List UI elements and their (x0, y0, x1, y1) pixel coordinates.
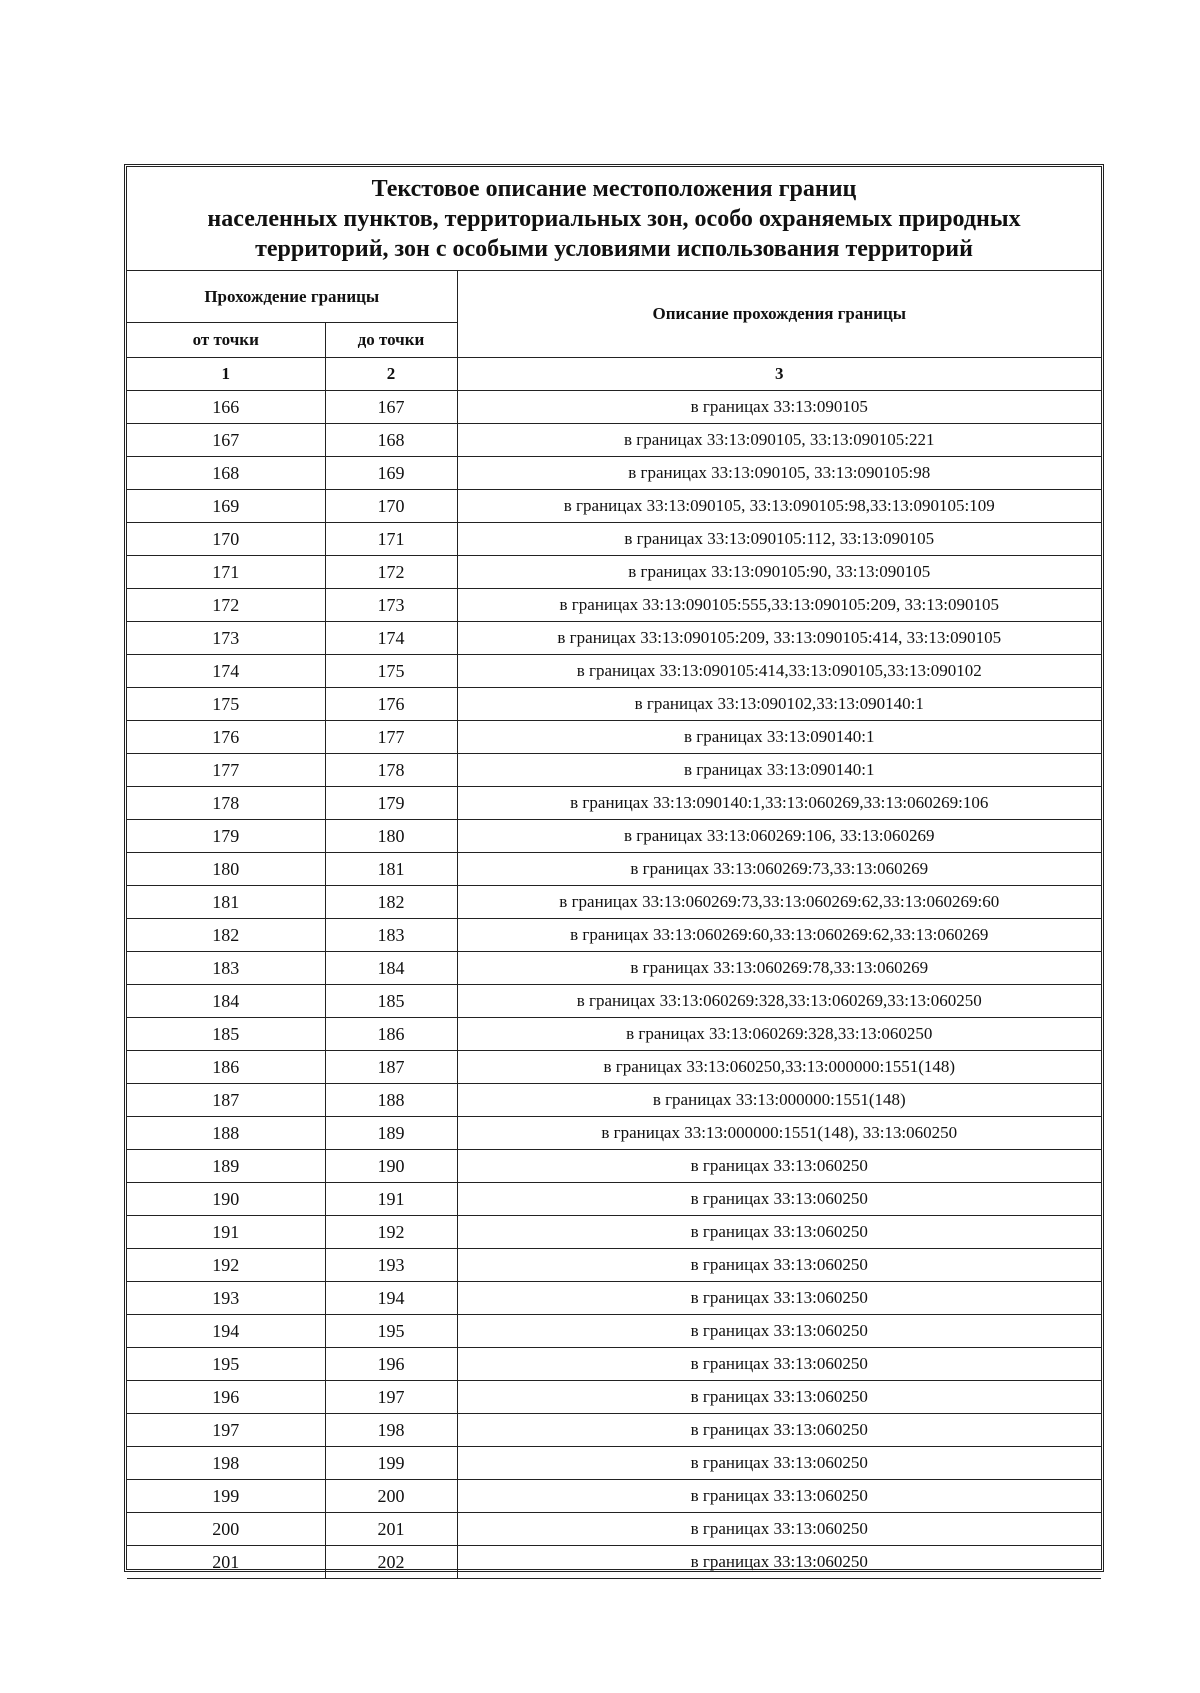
column-number-1: 1 (127, 358, 325, 391)
to-point-cell: 187 (325, 1051, 457, 1084)
to-point-cell: 202 (325, 1546, 457, 1579)
table-row (127, 1150, 1101, 1183)
table-row (127, 457, 1101, 490)
description-cell: в границах 33:13:060269:328,33:13:060269,33:13:060250 (457, 985, 1101, 1018)
to-point-cell: 167 (325, 391, 457, 424)
description-cell: в границах 33:13:060269:73,33:13:060269:62,33:13:060269:60 (457, 886, 1101, 919)
to-point-cell: 177 (325, 721, 457, 754)
table-row (127, 1513, 1101, 1546)
to-point-cell: 173 (325, 589, 457, 622)
from-point-cell: 173 (127, 622, 325, 655)
from-point-cell: 195 (127, 1348, 325, 1381)
title-line-2: населенных пунктов, территориальных зон, особо охраняемых природных (207, 205, 1021, 232)
from-point-cell: 183 (127, 952, 325, 985)
description-cell: в границах 33:13:090105:112, 33:13:090105 (457, 523, 1101, 556)
table-row (127, 1183, 1101, 1216)
from-point-cell: 184 (127, 985, 325, 1018)
description-cell: в границах 33:13:060250 (457, 1150, 1101, 1183)
from-point-cell: 197 (127, 1414, 325, 1447)
description-cell: в границах 33:13:090105, 33:13:090105:98,33:13:090105:109 (457, 490, 1101, 523)
description-cell: в границах 33:13:060250 (457, 1513, 1101, 1546)
from-point-cell: 192 (127, 1249, 325, 1282)
from-point-cell: 178 (127, 787, 325, 820)
to-point-cell: 200 (325, 1480, 457, 1513)
to-point-cell: 191 (325, 1183, 457, 1216)
header-from-point: от точки (127, 323, 325, 358)
table-row (127, 1249, 1101, 1282)
table-row (127, 1348, 1101, 1381)
to-point-cell: 190 (325, 1150, 457, 1183)
to-point-cell: 178 (325, 754, 457, 787)
to-point-cell: 170 (325, 490, 457, 523)
from-point-cell: 181 (127, 886, 325, 919)
table-row (127, 721, 1101, 754)
from-point-cell: 196 (127, 1381, 325, 1414)
table-row (127, 1414, 1101, 1447)
from-point-cell: 187 (127, 1084, 325, 1117)
table-row (127, 622, 1101, 655)
description-cell: в границах 33:13:090105:414,33:13:090105,33:13:090102 (457, 655, 1101, 688)
description-cell: в границах 33:13:060250 (457, 1381, 1101, 1414)
table-row (127, 919, 1101, 952)
from-point-cell: 190 (127, 1183, 325, 1216)
to-point-cell: 189 (325, 1117, 457, 1150)
table-row (127, 1315, 1101, 1348)
from-point-cell: 170 (127, 523, 325, 556)
from-point-cell: 201 (127, 1546, 325, 1579)
table-row (127, 952, 1101, 985)
table-body (127, 391, 1101, 1579)
description-cell: в границах 33:13:090102,33:13:090140:1 (457, 688, 1101, 721)
description-cell: в границах 33:13:090140:1,33:13:060269,33:13:060269:106 (457, 787, 1101, 820)
table-row (127, 490, 1101, 523)
to-point-cell: 186 (325, 1018, 457, 1051)
from-point-cell: 185 (127, 1018, 325, 1051)
to-point-cell: 182 (325, 886, 457, 919)
from-point-cell: 174 (127, 655, 325, 688)
to-point-cell: 194 (325, 1282, 457, 1315)
title-line-3: территорий, зон с особыми условиями использования территорий (255, 235, 973, 262)
description-cell: в границах 33:13:060269:106, 33:13:060269 (457, 820, 1101, 853)
to-point-cell: 168 (325, 424, 457, 457)
from-point-cell: 182 (127, 919, 325, 952)
header-to-point: до точки (325, 323, 457, 358)
from-point-cell: 198 (127, 1447, 325, 1480)
description-cell: в границах 33:13:060250 (457, 1315, 1101, 1348)
to-point-cell: 188 (325, 1084, 457, 1117)
header-boundary-passage: Прохождение границы (127, 271, 457, 323)
from-point-cell: 193 (127, 1282, 325, 1315)
from-point-cell: 167 (127, 424, 325, 457)
table-row (127, 1051, 1101, 1084)
from-point-cell: 180 (127, 853, 325, 886)
to-point-cell: 172 (325, 556, 457, 589)
table-row (127, 787, 1101, 820)
description-cell: в границах 33:13:090105 (457, 391, 1101, 424)
table-row (127, 556, 1101, 589)
column-number-3: 3 (457, 358, 1101, 391)
description-cell: в границах 33:13:060269:60,33:13:060269:62,33:13:060269 (457, 919, 1101, 952)
document-title (127, 167, 1101, 271)
description-cell: в границах 33:13:060250 (457, 1183, 1101, 1216)
description-cell: в границах 33:13:000000:1551(148), 33:13:060250 (457, 1117, 1101, 1150)
to-point-cell: 184 (325, 952, 457, 985)
to-point-cell: 197 (325, 1381, 457, 1414)
from-point-cell: 172 (127, 589, 325, 622)
description-cell: в границах 33:13:060250 (457, 1282, 1101, 1315)
to-point-cell: 180 (325, 820, 457, 853)
to-point-cell: 174 (325, 622, 457, 655)
table-row (127, 985, 1101, 1018)
table-row (127, 1381, 1101, 1414)
table-row (127, 1084, 1101, 1117)
table-row (127, 1480, 1101, 1513)
description-cell: в границах 33:13:090105:209, 33:13:090105:414, 33:13:090105 (457, 622, 1101, 655)
to-point-cell: 175 (325, 655, 457, 688)
to-point-cell: 181 (325, 853, 457, 886)
description-cell: в границах 33:13:060250,33:13:000000:1551(148) (457, 1051, 1101, 1084)
to-point-cell: 192 (325, 1216, 457, 1249)
to-point-cell: 171 (325, 523, 457, 556)
description-cell: в границах 33:13:060250 (457, 1216, 1101, 1249)
to-point-cell: 196 (325, 1348, 457, 1381)
boundary-table (127, 271, 1101, 1579)
from-point-cell: 179 (127, 820, 325, 853)
header-row-group (127, 271, 1101, 323)
description-cell: в границах 33:13:090105, 33:13:090105:221 (457, 424, 1101, 457)
from-point-cell: 200 (127, 1513, 325, 1546)
description-cell: в границах 33:13:090140:1 (457, 754, 1101, 787)
table-row (127, 655, 1101, 688)
from-point-cell: 171 (127, 556, 325, 589)
description-cell: в границах 33:13:060250 (457, 1348, 1101, 1381)
document-frame (124, 164, 1104, 1572)
table-row (127, 391, 1101, 424)
to-point-cell: 199 (325, 1447, 457, 1480)
description-cell: в границах 33:13:060250 (457, 1249, 1101, 1282)
table-row (127, 589, 1101, 622)
description-cell: в границах 33:13:090105, 33:13:090105:98 (457, 457, 1101, 490)
to-point-cell: 193 (325, 1249, 457, 1282)
from-point-cell: 169 (127, 490, 325, 523)
description-cell: в границах 33:13:090105:555,33:13:090105:209, 33:13:090105 (457, 589, 1101, 622)
column-number-2: 2 (325, 358, 457, 391)
description-cell: в границах 33:13:060250 (457, 1480, 1101, 1513)
title-line-1: Текстовое описание местоположения границ (371, 175, 857, 202)
table-row (127, 1216, 1101, 1249)
description-cell: в границах 33:13:060250 (457, 1546, 1101, 1579)
from-point-cell: 168 (127, 457, 325, 490)
to-point-cell: 201 (325, 1513, 457, 1546)
to-point-cell: 185 (325, 985, 457, 1018)
table-row (127, 1018, 1101, 1051)
from-point-cell: 199 (127, 1480, 325, 1513)
to-point-cell: 198 (325, 1414, 457, 1447)
table-row (127, 1282, 1101, 1315)
from-point-cell: 166 (127, 391, 325, 424)
description-cell: в границах 33:13:060269:73,33:13:060269 (457, 853, 1101, 886)
table-row (127, 820, 1101, 853)
table-row (127, 754, 1101, 787)
description-cell: в границах 33:13:090105:90, 33:13:090105 (457, 556, 1101, 589)
description-cell: в границах 33:13:060250 (457, 1447, 1101, 1480)
from-point-cell: 188 (127, 1117, 325, 1150)
from-point-cell: 177 (127, 754, 325, 787)
from-point-cell: 186 (127, 1051, 325, 1084)
from-point-cell: 194 (127, 1315, 325, 1348)
table-row (127, 688, 1101, 721)
from-point-cell: 189 (127, 1150, 325, 1183)
table-row (127, 886, 1101, 919)
description-cell: в границах 33:13:060250 (457, 1414, 1101, 1447)
to-point-cell: 176 (325, 688, 457, 721)
to-point-cell: 179 (325, 787, 457, 820)
to-point-cell: 169 (325, 457, 457, 490)
to-point-cell: 195 (325, 1315, 457, 1348)
table-row (127, 853, 1101, 886)
from-point-cell: 191 (127, 1216, 325, 1249)
table-row (127, 1117, 1101, 1150)
to-point-cell: 183 (325, 919, 457, 952)
description-cell: в границах 33:13:060269:78,33:13:060269 (457, 952, 1101, 985)
description-cell: в границах 33:13:060269:328,33:13:060250 (457, 1018, 1101, 1051)
header-description: Описание прохождения границы (457, 271, 1101, 358)
header-row-numbers (127, 358, 1101, 391)
description-cell: в границах 33:13:000000:1551(148) (457, 1084, 1101, 1117)
from-point-cell: 175 (127, 688, 325, 721)
description-cell: в границах 33:13:090140:1 (457, 721, 1101, 754)
table-row (127, 424, 1101, 457)
table-row (127, 523, 1101, 556)
table-row (127, 1546, 1101, 1579)
from-point-cell: 176 (127, 721, 325, 754)
table-row (127, 1447, 1101, 1480)
